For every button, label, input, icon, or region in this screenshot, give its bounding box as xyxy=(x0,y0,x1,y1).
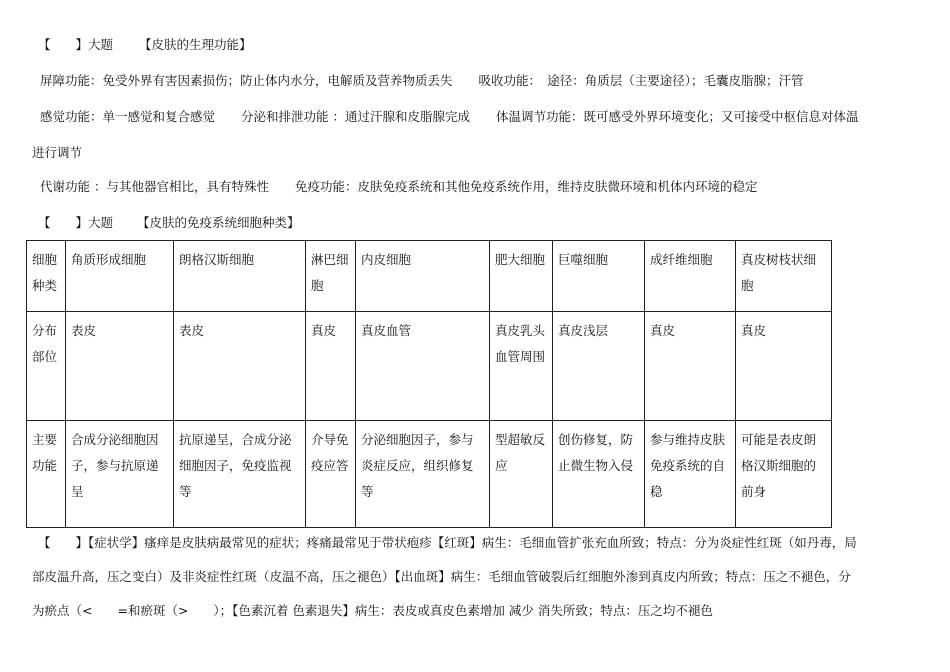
table-cell: 成纤维细胞 xyxy=(645,241,736,312)
table-cell: 表皮 xyxy=(66,312,174,421)
barrier-function: 屏障功能：免受外界有害因素损伤；防止体内水分，电解质及营养物质丢失 xyxy=(40,73,453,88)
table-cell: 合成分泌细胞因子，参与抗原递呈 xyxy=(66,421,174,528)
table-cell: 内皮细胞 xyxy=(356,241,490,312)
table-cell: 创伤修复，防止微生物入侵 xyxy=(553,421,645,528)
table-cell: 细胞种类 xyxy=(27,241,66,312)
table-cell: 真皮 xyxy=(306,312,356,421)
metabolism-function: 代谢功能 ：与其他器官相比，具有特殊性 xyxy=(40,179,269,194)
table-cell: 真皮浅层 xyxy=(553,312,645,421)
table-cell: 淋巴细胞 xyxy=(306,241,356,312)
section2-heading xyxy=(38,213,300,233)
table-cell: 表皮 xyxy=(174,312,306,421)
thermo-function: 体温调节功能：既可感受外界环境变化；又可接受中枢信息对体温 xyxy=(495,109,859,124)
table-cell: 介导免疫应答 xyxy=(306,421,356,528)
section2-marker: 【 】大题 xyxy=(38,215,114,230)
table-cell: 抗原递呈，合成分泌细胞因子，免疫监视等 xyxy=(174,421,306,528)
section1-marker: 【 】大题 xyxy=(38,37,114,52)
table-cell: 真皮 xyxy=(736,312,832,421)
table-cell: 朗格汉斯细胞 xyxy=(174,241,306,312)
symptoms-line-3: 为瘀点（< =和瘀斑（> ）；【色素沉着 色素退失】病生：表皮或真皮色素增加 减少 消失所致；特点：压之均不褪色 xyxy=(32,603,713,618)
table-cell: 参与维持皮肤免疫系统的自稳 xyxy=(645,421,736,528)
table-cell: 肥大细胞 xyxy=(490,241,553,312)
symptoms-line-1: 【 】【症状学】瘙痒是皮肤病最常见的症状；疼痛最常见于带状疱疹【红斑】病生：毛细血管扩张充血所致；特点：分为炎症性红斑（如丹毒，局 xyxy=(38,535,857,550)
table-cell: 角质形成细胞 xyxy=(66,241,174,312)
table-row-location xyxy=(27,312,832,421)
function-line-3 xyxy=(40,177,757,197)
absorption-function: 吸收功能： 途径：角质层（主要途径）；毛囊皮脂腺；汗管 xyxy=(478,73,804,88)
table-cell: 真皮血管 xyxy=(356,312,490,421)
table-row-function xyxy=(27,421,832,528)
section1-title: 【皮肤的生理功能】 xyxy=(138,37,252,52)
table-cell: 型超敏反应 xyxy=(490,421,553,528)
table-cell: 真皮树枝状细胞 xyxy=(736,241,832,312)
function-line-1 xyxy=(40,71,804,91)
immune-cell-table xyxy=(26,240,832,528)
section2-title: 【皮肤的免疫系统细胞种类】 xyxy=(136,215,300,230)
secretion-function: 分泌和排泄功能 ：通过汗腺和皮脂腺完成 xyxy=(241,109,470,124)
table-cell: 主要功能 xyxy=(27,421,66,528)
section1-heading xyxy=(38,35,252,55)
table-cell: 真皮 xyxy=(645,312,736,421)
table-row-cell-type xyxy=(27,241,832,312)
immune-function: 免疫功能：皮肤免疫系统和其他免疫系统作用，维持皮肤微环境和机体内环境的稳定 xyxy=(294,179,758,194)
function-line-2 xyxy=(40,107,858,127)
table-cell: 分泌细胞因子，参与炎症反应，组织修复等 xyxy=(356,421,490,528)
table-cell: 真皮乳头血管周围 xyxy=(490,312,553,421)
table-cell: 巨噬细胞 xyxy=(553,241,645,312)
symptoms-line-2: 部皮温升高，压之变白）及非炎症性红斑（皮温不高，压之褪色）【出血斑】病生：毛细血管破裂后红细胞外渗到真皮内所致；特点：压之不褪色，分 xyxy=(32,569,851,584)
sensation-function: 感觉功能：单一感觉和复合感觉 xyxy=(40,109,216,124)
table-cell: 可能是表皮朗格汉斯细胞的前身 xyxy=(736,421,832,528)
table-cell: 分布部位 xyxy=(27,312,66,421)
thermo-continuation: 进行调节 xyxy=(32,145,83,160)
